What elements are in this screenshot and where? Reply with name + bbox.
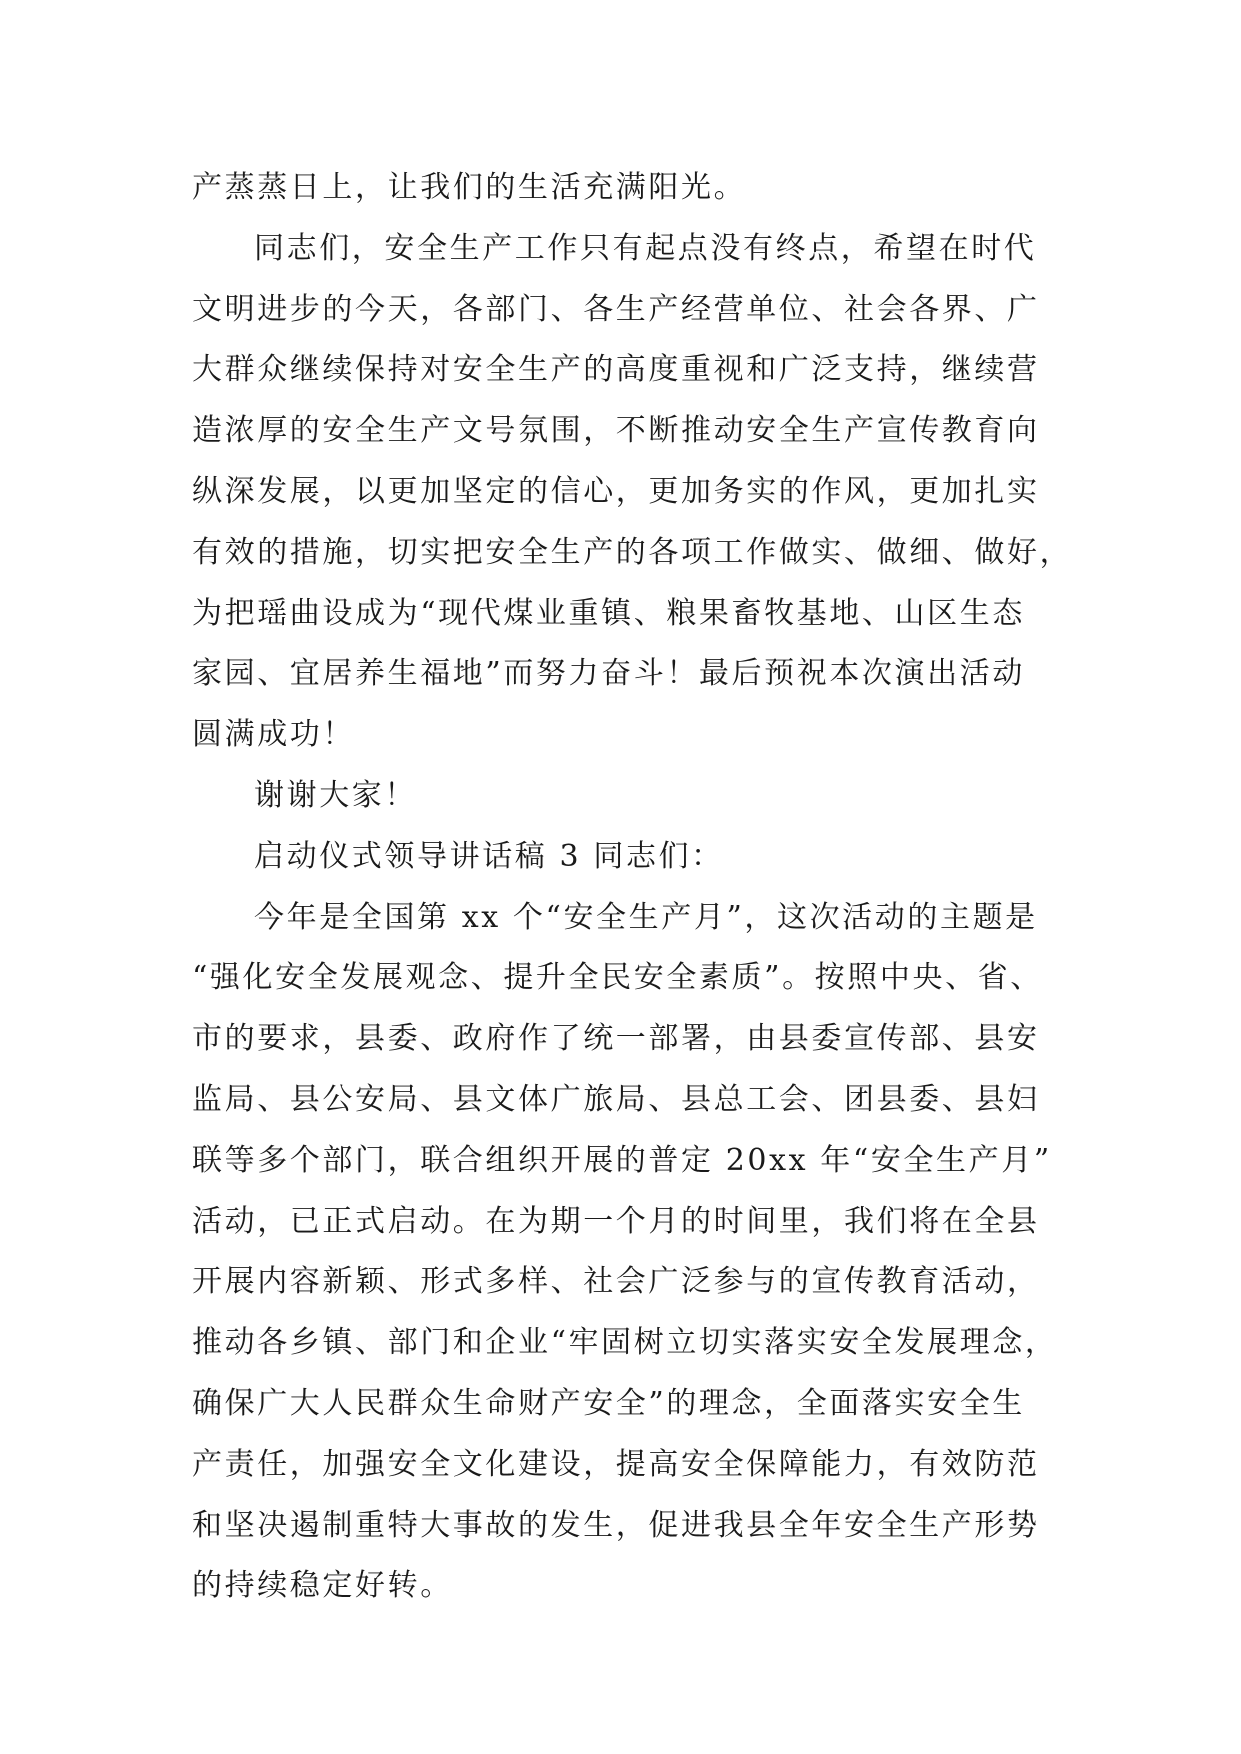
paragraph-line: 的持续稳定好转。 [192,1568,453,1604]
paragraph-line: 纵深发展，以更加坚定的信心，更加务实的作风，更加扎实 [192,473,1040,509]
paragraph-line: 推动各乡镇、部门和企业“牢固树立切实落实安全发展理念， [192,1325,1058,1361]
paragraph-line: 市的要求，县委、政府作了统一部署，由县委宣传部、县安 [192,1021,1040,1057]
section-heading: 启动仪式领导讲话稿 3 同志们： [254,838,724,874]
paragraph-line: 有效的措施，切实把安全生产的各项工作做实、做细、做好， [192,534,1073,570]
paragraph-line: 产蒸蒸日上，让我们的生活充满阳光。 [192,170,747,205]
paragraph-line: 文明进步的今天，各部门、各生产经营单位、社会各界、广 [192,291,1040,327]
paragraph-line: 造浓厚的安全生产文号氛围，不断推动安全生产宣传教育向 [192,413,1040,449]
paragraph-line: 开展内容新颖、形式多样、社会广泛参与的宣传教育活动， [192,1264,1040,1300]
paragraph-line: 活动，已正式启动。在为期一个月的时间里，我们将在全县 [192,1203,1040,1239]
paragraph-line: 谢谢大家！ [254,777,417,813]
paragraph-line: 今年是全国第 xx 个“安全生产月”，这次活动的主题是 [254,899,1038,935]
paragraph-line: 确保广大人民群众生命财产安全”的理念，全面落实安全生 [192,1385,1025,1421]
paragraph-line: 圆满成功！ [192,717,355,753]
paragraph-line: 家园、宜居养生福地”而努力奋斗！最后预祝本次演出活动 [192,656,1025,692]
paragraph-line: 为把瑶曲设成为“现代煤业重镇、粮果畜牧基地、山区生态 [192,595,1025,631]
paragraph-line: 监局、县公安局、县文体广旅局、县总工会、团县委、县妇 [192,1081,1040,1117]
paragraph-line: 联等多个部门，联合组织开展的普定 20xx 年“安全生产月” [192,1142,1052,1178]
document-body [192,158,1073,1617]
paragraph-line: 产责任，加强安全文化建设，提高安全保障能力，有效防范 [192,1446,1040,1482]
paragraph-line: 大群众继续保持对安全生产的高度重视和广泛支持，继续营 [192,352,1040,388]
paragraph-line: “强化安全发展观念、提升全民安全素质”。按照中央、省、 [192,960,1043,996]
paragraph-line: 和坚决遏制重特大事故的发生，促进我县全年安全生产形势 [192,1507,1040,1543]
paragraph-line: 同志们，安全生产工作只有起点没有终点，希望在时代 [254,230,1037,266]
